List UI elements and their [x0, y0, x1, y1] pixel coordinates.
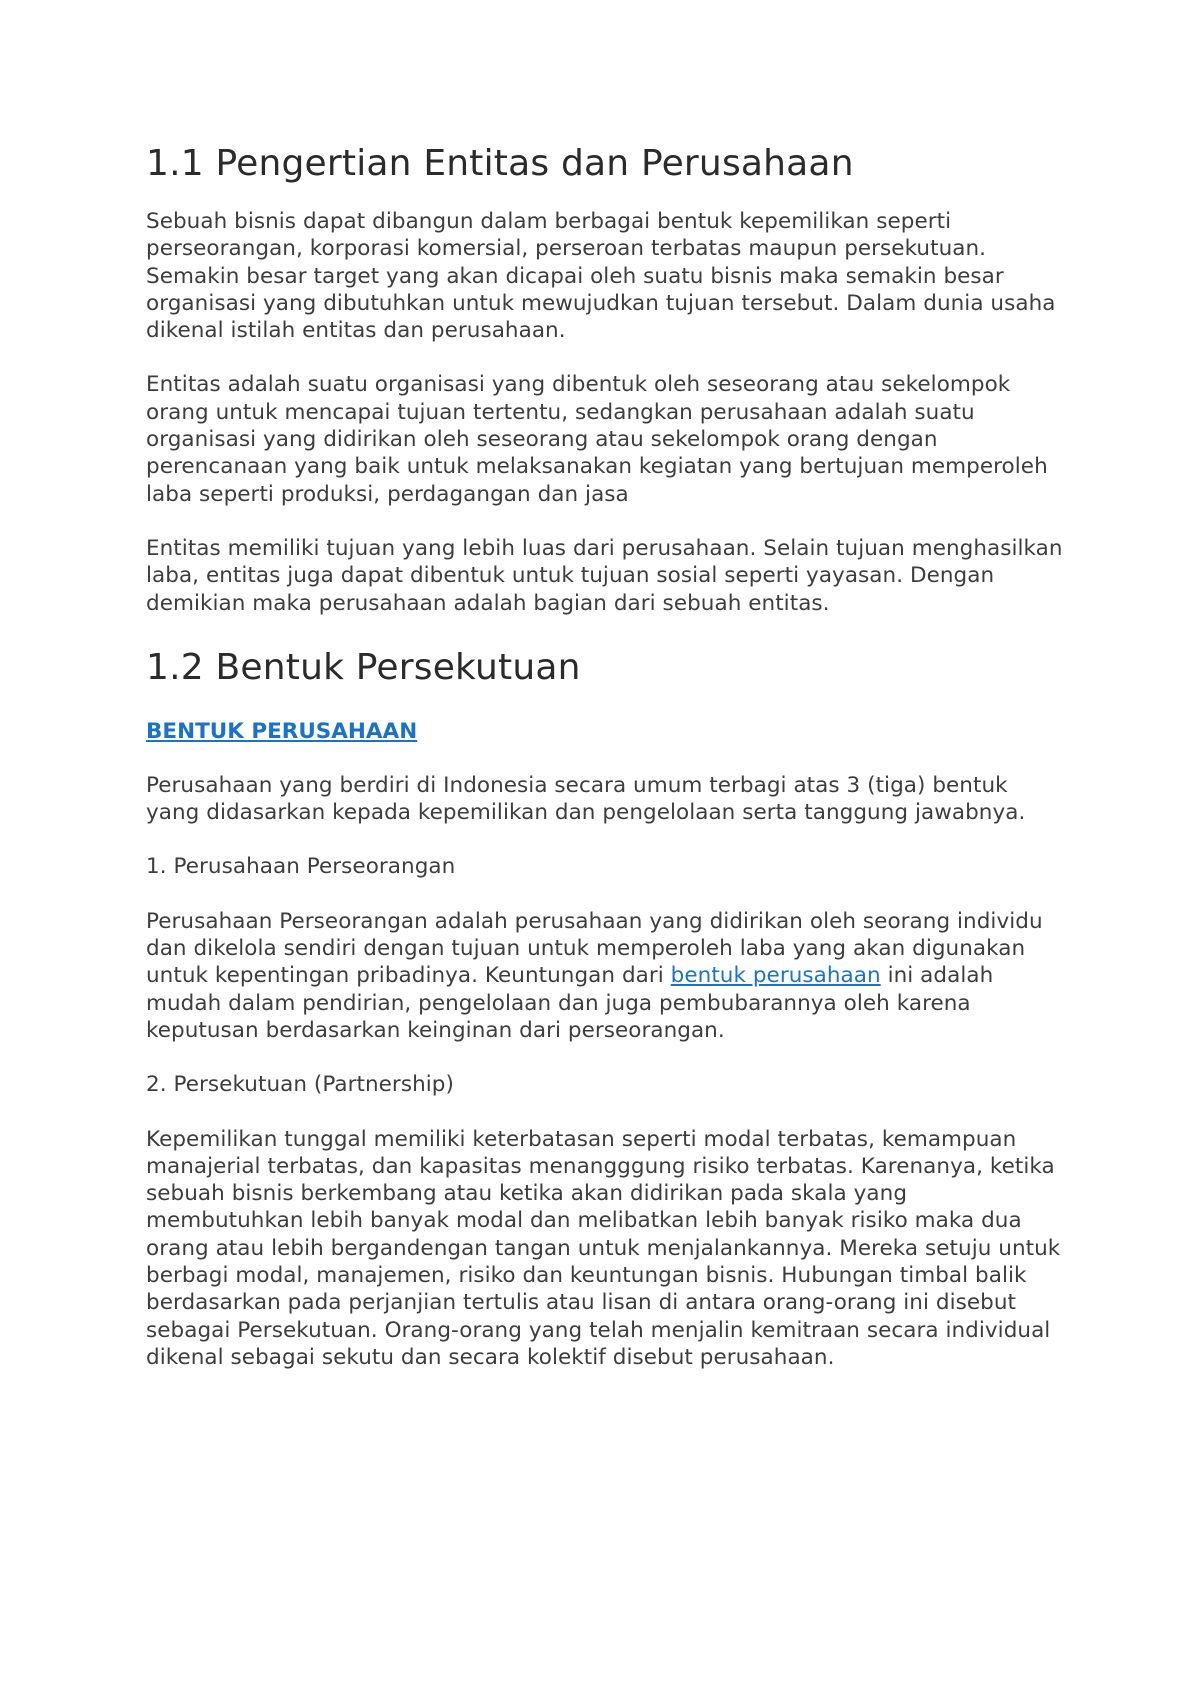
document-page	[146, 140, 1066, 1398]
item-title-persekutuan: 2. Persekutuan (Partnership)	[146, 1072, 454, 1098]
item-title-perseorangan: 1. Perusahaan Perseorangan	[146, 854, 456, 880]
bentuk-perusahaan-link[interactable]: BENTUK PERUSAHAAN	[146, 718, 418, 744]
paragraph-persekutuan: Kepemilikan tunggal memiliki keterbatasan seperti modal terbatas, kemampuan manajerial terbatas, dan kapasitas menangggung risiko terbatas. Karenanya, ketika sebuah bisnis berkembang atau ketika akan didirikan pada skala yang membutuhkan lebih banyak modal dan melibatkan lebih banyak risiko maka dua orang atau lebih bergandengan tangan untuk menjalankannya. Mereka setuju untuk berbagi modal, manajemen, risiko dan keuntungan bisnis. Hubungan timbal balik berdasarkan pada perjanjian tertulis atau lisan di antara orang-orang ini disebut sebagai Persekutuan. Orang-orang yang telah menjalin kemitraan secara individual dikenal sebagai sekutu dan secara kolektif disebut perusahaan.	[146, 1126, 1061, 1370]
perseorangan-text-after: ini adalah mudah dalam pendirian, pengelolaan dan juga pembubarannya oleh karena keputusan berdasarkan keinginan dari perseorangan.	[146, 963, 994, 1043]
paragraph-entitas-tujuan: Entitas memiliki tujuan yang lebih luas dari perusahaan. Selain tujuan menghasilkan laba, entitas juga dapat dibentuk untuk tujuan sosial seperti yayasan. Dengan demikian maka perusahaan adalah bagian dari sebuah entitas.	[146, 535, 1063, 616]
section-heading-bentuk-persekutuan: 1.2 Bentuk Persekutuan	[146, 646, 581, 688]
paragraph-intro-bentuk: Perusahaan yang berdiri di Indonesia secara umum terbagi atas 3 (tiga) bentuk yang didasarkan kepada kepemilikan dan pengelolaan serta tanggung jawabnya.	[146, 772, 1026, 826]
bentuk-perusahaan-inline-link[interactable]: bentuk perusahaan	[670, 963, 881, 989]
section-heading-pengertian: 1.1 Pengertian Entitas dan Perusahaan	[146, 143, 854, 184]
perseorangan-text-before: Perusahaan Perseorangan adalah perusahaan yang didirikan oleh seorang individu dan dikelola sendiri dengan tujuan untuk memperoleh laba yang akan digunakan untuk kepentingan pribadinya. Keuntungan dari	[146, 908, 1043, 989]
paragraph-bisnis: Sebuah bisnis dapat dibangun dalam berbagai bentuk kepemilikan seperti perseorangan, korporasi komersial, perseroan terbatas maupun persekutuan. Semakin besar target yang akan dicapai oleh suatu bisnis maka semakin besar organisasi yang dibutuhkan untuk mewujudkan tujuan tersebut. Dalam dunia usaha dikenal istilah entitas dan perusahaan.	[146, 209, 1056, 344]
paragraph-perseorangan	[146, 908, 1066, 1044]
paragraph-entitas-definisi: Entitas adalah suatu organisasi yang dibentuk oleh seseorang atau sekelompok orang untuk mencapai tujuan tertentu, sedangkan perusahaan adalah suatu organisasi yang didirikan oleh seseorang atau sekelompok orang dengan perencanaan yang baik untuk melaksanakan kegiatan yang bertujuan memperoleh laba seperti produksi, perdagangan dan jasa	[146, 372, 1048, 507]
